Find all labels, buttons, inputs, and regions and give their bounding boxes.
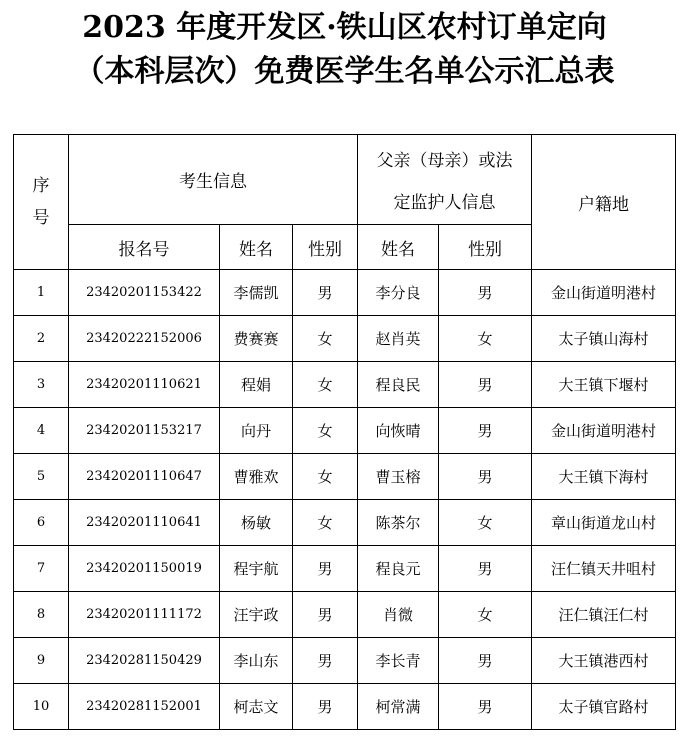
- cell-residence: 大王镇港西村: [532, 638, 676, 684]
- header-guardian-gender: 性别: [439, 225, 532, 270]
- cell-reg-no: 23420201153422: [69, 270, 220, 316]
- cell-seq: 6: [14, 500, 69, 546]
- cell-name: 向丹: [220, 408, 293, 454]
- cell-reg-no: 23420201153217: [69, 408, 220, 454]
- cell-name: 李儒凯: [220, 270, 293, 316]
- cell-guardian-gender: 男: [439, 546, 532, 592]
- cell-name: 李山东: [220, 638, 293, 684]
- cell-guardian-name: 程良元: [358, 546, 439, 592]
- cell-guardian-gender: 女: [439, 500, 532, 546]
- cell-gender: 男: [293, 270, 358, 316]
- cell-reg-no: 23420201110621: [69, 362, 220, 408]
- cell-guardian-name: 肖微: [358, 592, 439, 638]
- cell-guardian-name: 程良民: [358, 362, 439, 408]
- cell-gender: 女: [293, 408, 358, 454]
- header-seq: [14, 135, 69, 270]
- header-guardian-line-2: 定监护人信息: [393, 192, 496, 213]
- cell-guardian-gender: 女: [439, 316, 532, 362]
- table-row: [14, 270, 676, 316]
- cell-guardian-gender: 男: [439, 408, 532, 454]
- cell-seq: 2: [14, 316, 69, 362]
- cell-gender: 女: [293, 316, 358, 362]
- title-line-1: 2023 年度开发区·铁山区农村订单定向: [82, 10, 607, 45]
- cell-residence: 金山街道明港村: [532, 270, 676, 316]
- cell-residence: 汪仁镇汪仁村: [532, 592, 676, 638]
- table-row: [14, 638, 676, 684]
- cell-seq: 3: [14, 362, 69, 408]
- cell-seq: 5: [14, 454, 69, 500]
- table-row: [14, 592, 676, 638]
- cell-name: 程娟: [220, 362, 293, 408]
- cell-name: 杨敏: [220, 500, 293, 546]
- header-name: 姓名: [220, 225, 293, 270]
- header-candidate-info: 考生信息: [69, 135, 358, 225]
- table-row: [14, 546, 676, 592]
- roster-table: [13, 134, 676, 730]
- title-line-2: （本科层次）免费医学生名单公示汇总表: [74, 54, 615, 89]
- table-row: [14, 684, 676, 730]
- cell-guardian-name: 李长青: [358, 638, 439, 684]
- cell-guardian-name: 陈茶尔: [358, 500, 439, 546]
- header-reg-no: 报名号: [69, 225, 220, 270]
- cell-residence: 大王镇下海村: [532, 454, 676, 500]
- cell-name: 程宇航: [220, 546, 293, 592]
- cell-guardian-name: 赵肖英: [358, 316, 439, 362]
- cell-residence: 大王镇下堰村: [532, 362, 676, 408]
- header-guardian-name: 姓名: [358, 225, 439, 270]
- header-residence: 户籍地: [532, 135, 676, 270]
- cell-guardian-gender: 男: [439, 638, 532, 684]
- cell-seq: 4: [14, 408, 69, 454]
- cell-guardian-gender: 男: [439, 362, 532, 408]
- cell-reg-no: 23420201110647: [69, 454, 220, 500]
- cell-seq: 8: [14, 592, 69, 638]
- cell-gender: 女: [293, 454, 358, 500]
- cell-residence: 太子镇山海村: [532, 316, 676, 362]
- header-guardian-info: [358, 135, 532, 225]
- cell-guardian-gender: 女: [439, 592, 532, 638]
- cell-guardian-name: 柯常满: [358, 684, 439, 730]
- cell-guardian-name: 向恢晴: [358, 408, 439, 454]
- cell-gender: 男: [293, 546, 358, 592]
- cell-guardian-name: 李分良: [358, 270, 439, 316]
- cell-residence: 章山街道龙山村: [532, 500, 676, 546]
- cell-name: 汪宇政: [220, 592, 293, 638]
- table-row: [14, 362, 676, 408]
- cell-reg-no: 23420201150019: [69, 546, 220, 592]
- cell-seq: 9: [14, 638, 69, 684]
- cell-name: 曹雅欢: [220, 454, 293, 500]
- cell-residence: 太子镇官路村: [532, 684, 676, 730]
- cell-reg-no: 23420281150429: [69, 638, 220, 684]
- cell-name: 柯志文: [220, 684, 293, 730]
- header-seq-line-1: 序: [32, 176, 50, 196]
- cell-guardian-gender: 男: [439, 270, 532, 316]
- cell-residence: 汪仁镇天井咀村: [532, 546, 676, 592]
- table-row: [14, 408, 676, 454]
- cell-guardian-name: 曹玉榕: [358, 454, 439, 500]
- cell-seq: 1: [14, 270, 69, 316]
- table-row: [14, 454, 676, 500]
- cell-reg-no: 23420222152006: [69, 316, 220, 362]
- cell-guardian-gender: 男: [439, 454, 532, 500]
- cell-reg-no: 23420201110641: [69, 500, 220, 546]
- cell-name: 费赛赛: [220, 316, 293, 362]
- cell-gender: 女: [293, 500, 358, 546]
- header-gender: 性别: [293, 225, 358, 270]
- cell-gender: 男: [293, 638, 358, 684]
- cell-gender: 男: [293, 592, 358, 638]
- cell-gender: 男: [293, 684, 358, 730]
- cell-reg-no: 23420281152001: [69, 684, 220, 730]
- cell-gender: 女: [293, 362, 358, 408]
- table-row: [14, 316, 676, 362]
- cell-residence: 金山街道明港村: [532, 408, 676, 454]
- cell-reg-no: 23420201111172: [69, 592, 220, 638]
- cell-guardian-gender: 男: [439, 684, 532, 730]
- header-seq-line-2: 号: [32, 208, 50, 228]
- cell-seq: 7: [14, 546, 69, 592]
- header-guardian-line-1: 父亲（母亲）或法: [376, 150, 513, 171]
- table-row: [14, 500, 676, 546]
- cell-seq: 10: [14, 684, 69, 730]
